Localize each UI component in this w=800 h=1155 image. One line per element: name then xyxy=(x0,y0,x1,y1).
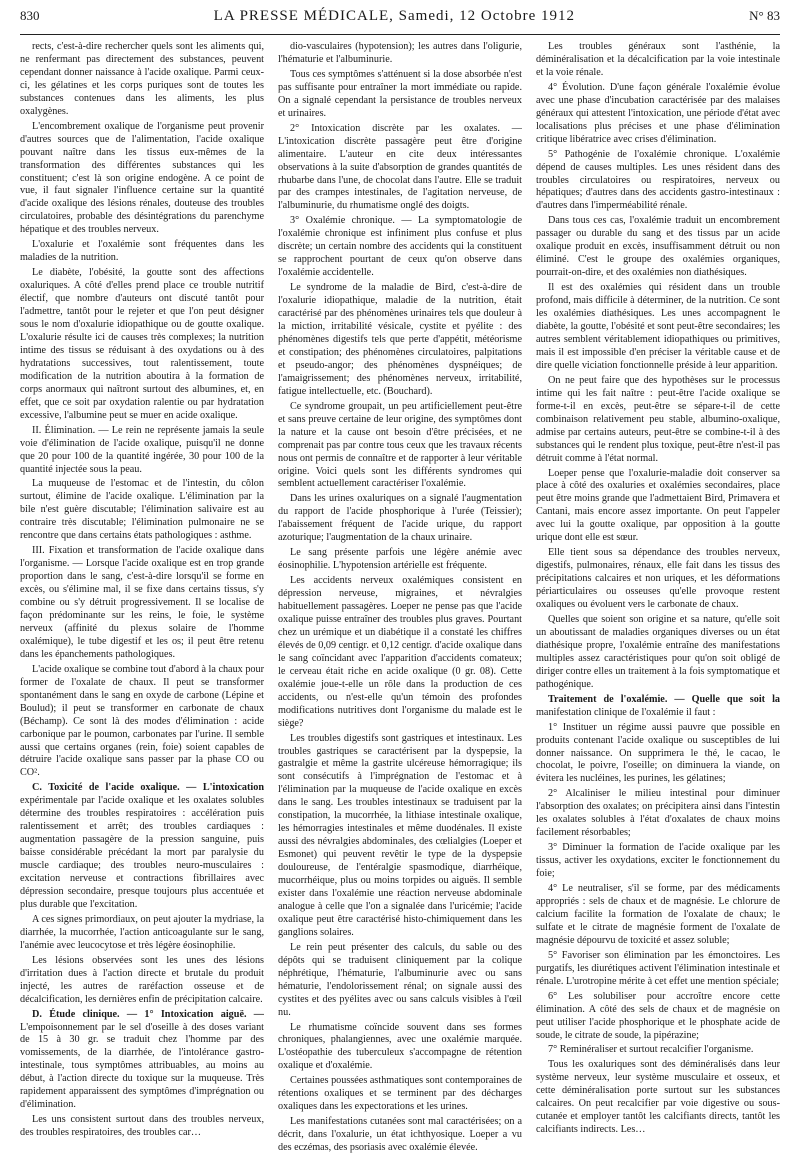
paragraph: 5° Favoriser son élimination par les émonctoires. Les purgatifs, les diurétiques activent l'élimination intestinale et rénale. L'urotropine mérite à cet effet une mention spéciale; xyxy=(536,949,780,987)
paragraph: dio-vasculaires (hypotension); les autres dans l'oligurie, l'hématurie et l'albuminurie. xyxy=(278,41,522,65)
text-column-2 xyxy=(278,41,522,1154)
paragraph: Loeper pense que l'oxalurie-maladie doit conserver sa place à côté des oxaluries et oxalémies secondaires, place peut être moins grande que l'admettaient Bird, Primavera et Cantani, mais encore assez importante. On peut l'appeler avec lui la goutte oxalique, par opposition à la goutte urique dont elle est sœur. xyxy=(536,467,780,544)
paragraph: Il est des oxalémies qui résident dans un trouble profond, mais difficile à déterminer, de la nutrition. Ce sont les oxalémies diathésiques. Les unes accompagnent le diabète, la goutte, l'obésité et sont peut-être secondaires; les autres semblent véritablement idiopathiques ou primitives, mais il est impossible d'en préciser la véritable cause et de dire quelle viciation fonctionnelle préside à leur apparition. xyxy=(536,282,780,371)
paragraph: Les uns consistent surtout dans des troubles nerveux, des troubles respiratoires, des troubles car… xyxy=(20,1114,264,1139)
paragraph: Certaines poussées asthmatiques sont contemporaines de rétentions oxaliques et se terminent par des décharges oxaliques dans les expectorations et les urines. xyxy=(278,1075,522,1113)
paragraph: Le diabète, l'obésité, la goutte sont des affections oxaluriques. A côté d'elles prend place ce trouble nutritif électif, que nombre d'auteurs ont discuté tantôt pour l'admettre, tantôt pour le rejeter et que l'on peut désigner sous le nom d'oxalurie idiopathique ou de goutte oxalique. L'oxalurie résulte ici de causes très complexes; la nutrition intime des tissus se réduisant à des oxydations ou à des hydratations successives, tout ralentissement, toute modification de la nutrition aboutira à la formation de corps anormaux qui naîtront surtout des albumines, et, en effet, que ce soit par oxydation ralentie ou par hydratation excessive, l'albumine peut se muer en acide oxalique. xyxy=(20,267,264,421)
paragraph: Traitement de l'oxalémie. — Quelle que soit la manifestation clinique de l'oxalémie il faut : xyxy=(536,693,780,718)
paragraph: Ce syndrome groupait, un peu artificiellement peut-être et sans preuve certaine de leur origine, des symptômes dont la nature et la cause ont besoin d'être précisées, et ne comprenait pas par contre tous ceux que les travaux récents nous ont permis de connaître et de rapporter à leur véritable origine. Voici quels sont les différents syndromes qui semblent actuellement caractériser l'oxalémie. xyxy=(278,400,522,490)
issue-number: N° 83 xyxy=(749,8,780,23)
paragraph: Les lésions observées sont les unes des lésions d'irritation dues à l'action directe et brutale du produit injecté, les autres de raréfaction osseuse et de décalcification, les dernières enfin de précipitation calcaire. xyxy=(20,954,264,1005)
paragraph: 1° Instituer un régime aussi pauvre que possible en produits contenant l'acide oxalique ou susceptibles de lui donner naissance. On supprimera le thé, le cacao, le chocolat, le poivre, l'oseille; on diminuera la viande, on évitera les nucléines, les purines, les gélatines; xyxy=(536,721,780,785)
journal-title: LA PRESSE MÉDICALE, Samedi, 12 Octobre 1912 xyxy=(213,8,575,24)
paragraph: II. Élimination. — Le rein ne représente jamais la seule voie d'élimination de l'acide oxalique, puisqu'il ne donne que 20 pour 100 de la quantité ingérée, 30 pour 100 de la quantité injectée sous la peau. xyxy=(20,424,264,475)
paragraph: Les accidents nerveux oxalémiques consistent en dépression nerveuse, migraines, et névralgies habituellement passagères. Loeper ne pense pas que l'acide oxalique puisse entraîner des troubles plus graves. Pourtant chez un urémique et un diabétique il a constaté les chiffres élevés de 0,09 centigr. et 0,12 centigr. d'acide oxalique dans le sang coïncidant avec l'apparition d'accidents comateux; le cerveau était riche en acide oxalique (0 gr. 08). Cette oxalémie joue-t-elle un rôle dans la production de ces accidents, ou n'est-elle qu'un témoin des profondes modifications nutritives dont l'organisme du malade est le siège? xyxy=(278,575,522,729)
paragraph: 3° Oxalémie chronique. — La symptomatologie de l'oxalémie chronique est infiniment plus confuse et plus discrète; un certain nombre des accidents qui la constituent se rapprochent pourtant de ceux qu'on observe dans l'oxalémie accidentelle. xyxy=(278,215,522,279)
paragraph: 4° Le neutraliser, s'il se forme, par des médicaments appropriés : sels de chaux et de magnésie. Le chlorure de calcium facilite la formation de l'oxalate de chaux; le sulfate et le citrate de magnésie forment de l'oxalate de magnésie dépourvu de toxicité et assez soluble; xyxy=(536,883,780,946)
paragraph: L'acide oxalique se combine tout d'abord à la chaux pour former de l'oxalate de chaux. Il peut se transformer spontanément dans le sang en oxyde de carbone (Lépine et Boulud); il peut se transformer en carbonate de chaux (Béchamp). Ce sont là des modes d'élimination : acide carbonique par le poumon, carbonates par l'urine. Il semble aussi que certains organes (rein, foie) soient capables de détruire l'acide oxalique sans passer par la phase CO ou CO². xyxy=(20,663,264,779)
paragraph: III. Fixation et transformation de l'acide oxalique dans l'organisme. — Lorsque l'acide oxalique est en trop grande proportion dans le sang, c'est-à-dire lorsqu'il se forme en excès, ou s'élimine mal, il se fixe dans certains tissus, s'y combine ou s'y détruit progressivement. Il se localise de façon prédominante sur les reins, le foie, le système nerveux (affinité du plexus solaire de l'homme oxalémique), le tube digestif et les os; il peut être retenu dans les épanchements pathologiques. xyxy=(20,545,264,660)
paragraph: Tous les oxaluriques sont des déminéralisés dans leur système nerveux, leur système musculaire et osseux, et cette déminéralisation porte surtout sur les substances calcaires. On peut recalcifier par voie digestive ou sous-cutanée et employer tantôt les calcifiants directs, tantôt les calcifiants indirects. Les… xyxy=(536,1059,780,1136)
text-column-3 xyxy=(536,41,780,1136)
paragraph: L'oxalurie et l'oxalémie sont fréquentes dans les maladies de la nutrition. xyxy=(20,239,264,264)
paragraph: 2° Intoxication discrète par les oxalates. — L'intoxication discrète passagère peut être d'origine alimentaire. L'auteur en cite deux intéressantes observations à la suite d'absorption de grandes quantités de rhubarbe dans l'une, de chocolat dans l'autre. Elle se traduit par des crampes intestinales, de l'agitation nerveuse, de l'albuminurie, du rhumatisme onglé des doigts. xyxy=(278,122,522,212)
paragraph: Le syndrome de la maladie de Bird, c'est-à-dire de l'oxalurie idiopathique, maladie de la nutrition, était caractérisé par des phénomènes urinaires tels que douleur à la miction, irritabilité vésicale, cystite et pyélite : des phénomènes digestifs tels que perte d'appétit, météorisme et constipation; des phénomènes circulatoires, palpitations et pseudo-angor; des phénomènes dyspnéiques; de l'amaigrissement; des phénomènes nerveux, irritabilité, fatigue intellectuelle, etc. (Bouchard). xyxy=(278,282,522,397)
paragraph: 2° Alcaliniser le milieu intestinal pour diminuer l'absorption des oxalates; on précipitera ainsi dans l'intestin les oxalates solubles à l'état d'oxalates de chaux moins facilement résorbables; xyxy=(536,788,780,839)
paragraph: rects, c'est-à-dire rechercher quels sont les aliments qui, ne renfermant pas directement des substances, peuvent cependant donner naissance à l'acide oxalique. Parmi ceux-ci, les gélatines et les corps puriques sont de toutes les substances contenues dans les aliments, les plus oxalygènes. xyxy=(20,41,264,117)
running-header xyxy=(20,8,780,35)
paragraph: 5° Pathogénie de l'oxalémie chronique. L'oxalémie dépend de causes multiples. Les unes résident dans des troubles circulatoires ou respiratoires, nerveux ou hépatiques; d'autres dans des accidents gastro-intestinaux : d'autres dans l'imperméabilité rénale. xyxy=(536,148,780,212)
paragraph: Le rein peut présenter des calculs, du sable ou des dépôts qui se traduisent cliniquement par la colique néphrétique, l'hématurie, l'albuminurie avec ou sans hématurie, l'endolorissement rénal; on signale aussi des cystites et des pyélites avec ou sans calculs visibles à l'œil nu. xyxy=(278,941,522,1018)
paragraph: La muqueuse de l'estomac et de l'intestin, du côlon surtout, élimine de l'acide oxalique. L'élimination par la bile n'est guère discutable; l'élimination salivaire est au contraire très discutable; l'élimination pulmonaire ne se rencontre que dans certains états pathologiques : asthme. xyxy=(20,478,264,542)
paragraph: C. Toxicité de l'acide oxalique. — L'intoxication expérimentale par l'acide oxalique et les oxalates solubles détermine des troubles respiratoires : accélération puis ralentissement et arrêt; des troubles cardiaques : augmentation passagère de la pression sanguine, puis baisse considérable précédant la mort par paralysie du muscle cardiaque; des troubles neuro-musculaires : excitation nerveuse et contractions fibrillaires avec dépression secondaire, presque toujours plus accentuée et plus durable que l'excitation. xyxy=(20,782,264,910)
paragraph: L'encombrement oxalique de l'organisme peut provenir d'autres sources que de l'alimentation, l'acide oxalique pouvant naître dans les tissus eux-mêmes de la transformation des différentes substances qui les constituent; c'est là son origine endogène. A ce point de vue, il faut signaler l'influence certaine sur la quantité d'acide oxalique des lésions rénales, douteuse des troubles circulatoires, probable des désintégrations du parenchyme hépatique et des troubles nerveux. xyxy=(20,120,264,236)
paragraph: 6° Les solubiliser pour accroître encore cette élimination. A côté des sels de chaux et de magnésie on peut utiliser l'acide phosphorique et le phosphate acide de soude, le citrate de soude, la pipérazine; xyxy=(536,990,780,1041)
paragraph: Le sang présente parfois une légère anémie avec éosinophilie. L'hypotension artérielle est fréquente. xyxy=(278,547,522,572)
paragraph: Quelles que soient son origine et sa nature, qu'elle soit un aboutissant de maladies organiques diverses ou un état diathésique propre, l'oxalémie entraîne des manifestations multiples assez caractéristiques pour qu'on soit obligé de diriger contre elles un traitement à la fois symptomatique et pathogénique. xyxy=(536,613,780,690)
paragraph: 3° Diminuer la formation de l'acide oxalique par les tissus, activer les oxydations, exciter le fonctionnement du foie; xyxy=(536,842,780,880)
paragraph: Dans les urines oxaluriques on a signalé l'augmentation du rapport de l'acide phosphorique à l'urée (Teissier); l'abaissement fréquent de l'acide urique, du rapport azoturique; l'augmentation de la chaux urinaire. xyxy=(278,493,522,544)
paragraph: A ces signes primordiaux, on peut ajouter la mydriase, la diarrhée, la mucorrhée, l'action anticoagulante sur le sang, l'anémie avec leucocytose et très légère éosinophilie. xyxy=(20,913,264,951)
paragraph: Les troubles généraux sont l'asthénie, la déminéralisation et la décalcification par la voie intestinale et la voie rénale. xyxy=(536,41,780,78)
paragraph: 7° Reminéraliser et surtout recalcifier l'organisme. xyxy=(548,1044,754,1056)
paragraph: D. Étude clinique. — 1° Intoxication aiguë. — L'empoisonnement par le sel d'oseille à des doses variant de 15 à 30 gr. se traduit chez l'homme par des vomissements, de la diarrhée, de l'intolérance gastro-intestinale, tous symptômes attribuables, au moins au début, à l'action directe du toxique sur la muqueuse. Très rapidement apparaissent des symptômes d'imprégnation ou d'élimination. xyxy=(20,1008,264,1111)
paragraph: Le rhumatisme coïncide souvent dans ses formes chroniques, phalangiennes, avec une oxalémie marquée. L'ostéopathie des tuberculeux s'accompagne de rétention oxalique et d'oxalémie. xyxy=(278,1021,522,1072)
paragraph: Elle tient sous sa dépendance des troubles nerveux, digestifs, pulmonaires, rénaux, elle fait dans les tissus des précipitations calcaires et non uriques, et les déformations périarticulaires ou osseuses qu'elle provoque restent oxaliques ou évoluent vers le carbonate de chaux. xyxy=(536,547,780,611)
paragraph: Les troubles digestifs sont gastriques et intestinaux. Les troubles gastriques se caractérisent par la dyspepsie, la gastralgie et même la gastrite ulcéreuse hémorragique; ils sont consécutifs à l'imprégnation de l'estomac et à l'élimination par la muqueuse de l'acide oxalique en excès dans le sang. Les troubles intestinaux se traduisent par la constipation, la mucorrhée, la lithiase intestinale oxalique, les hémorragies intestinales et même duodénales. Il existe aussi des névralgies abdominales, des cœlialgies (Loeper et Esmonet) qui peuvent revêtir le type de la dyspepsie douloureuse, de l'entéralgie spasmodique, diarrhéique, mucorrhéique, plus ou moins torpides ou aiguës. Il semble exister dans l'oxalémie une réaction nerveuse abdominale analogue à celle que l'on a signalée dans l'uricémie; l'acide oxalique peut être caractérisé histo-chimiquement dans les ganglions solaires. xyxy=(278,732,522,938)
paragraph: Tous ces symptômes s'atténuent si la dose absorbée n'est pas suffisante pour entraîner la mort immédiate ou rapide. On a signalé cependant la persistance de troubles nerveux et urinaires. xyxy=(278,68,522,119)
paragraph: Dans tous ces cas, l'oxalémie traduit un encombrement passager ou durable du sang et des tissus par un acide oxalique produit en excès, insuffisamment détruit ou non éliminé. C'est le groupe des oxalémies organiques, pourrait-on-dire, et des oxalémies non diathésiques. xyxy=(536,215,780,279)
text-column-1 xyxy=(20,41,264,1139)
paragraph: 4° Évolution. D'une façon générale l'oxalémie évolue avec une phase d'incubation caractérisée par des malaises généraux qui attestent l'intoxication, une période d'état avec localisations plus précises et une phase d'élimination critique libératrice avec crises d'élimination. xyxy=(536,81,780,145)
paragraph: On ne peut faire que des hypothèses sur le processus intime qui les fait naître : peut-être l'acide oxalique se forme-t-il en excès, peut-être se sépare-t-il de cette combinaison relativement peu stable, albumino-oxalique, admise par certains auteurs, peut-être se combine-t-il à des substances qui le rendent plus toxique, peut-être n'est-il pas détruit comme à l'état normal. xyxy=(536,374,780,464)
paragraph: Les manifestations cutanées sont mal caractérisées; on a décrit, dans l'oxalurie, un état ichthyosique. Loeper a vu des eczémas, des psoriasis avec oxalémie élevée. xyxy=(278,1116,522,1154)
page-number: 830 xyxy=(20,8,40,23)
article-columns xyxy=(20,41,780,1154)
